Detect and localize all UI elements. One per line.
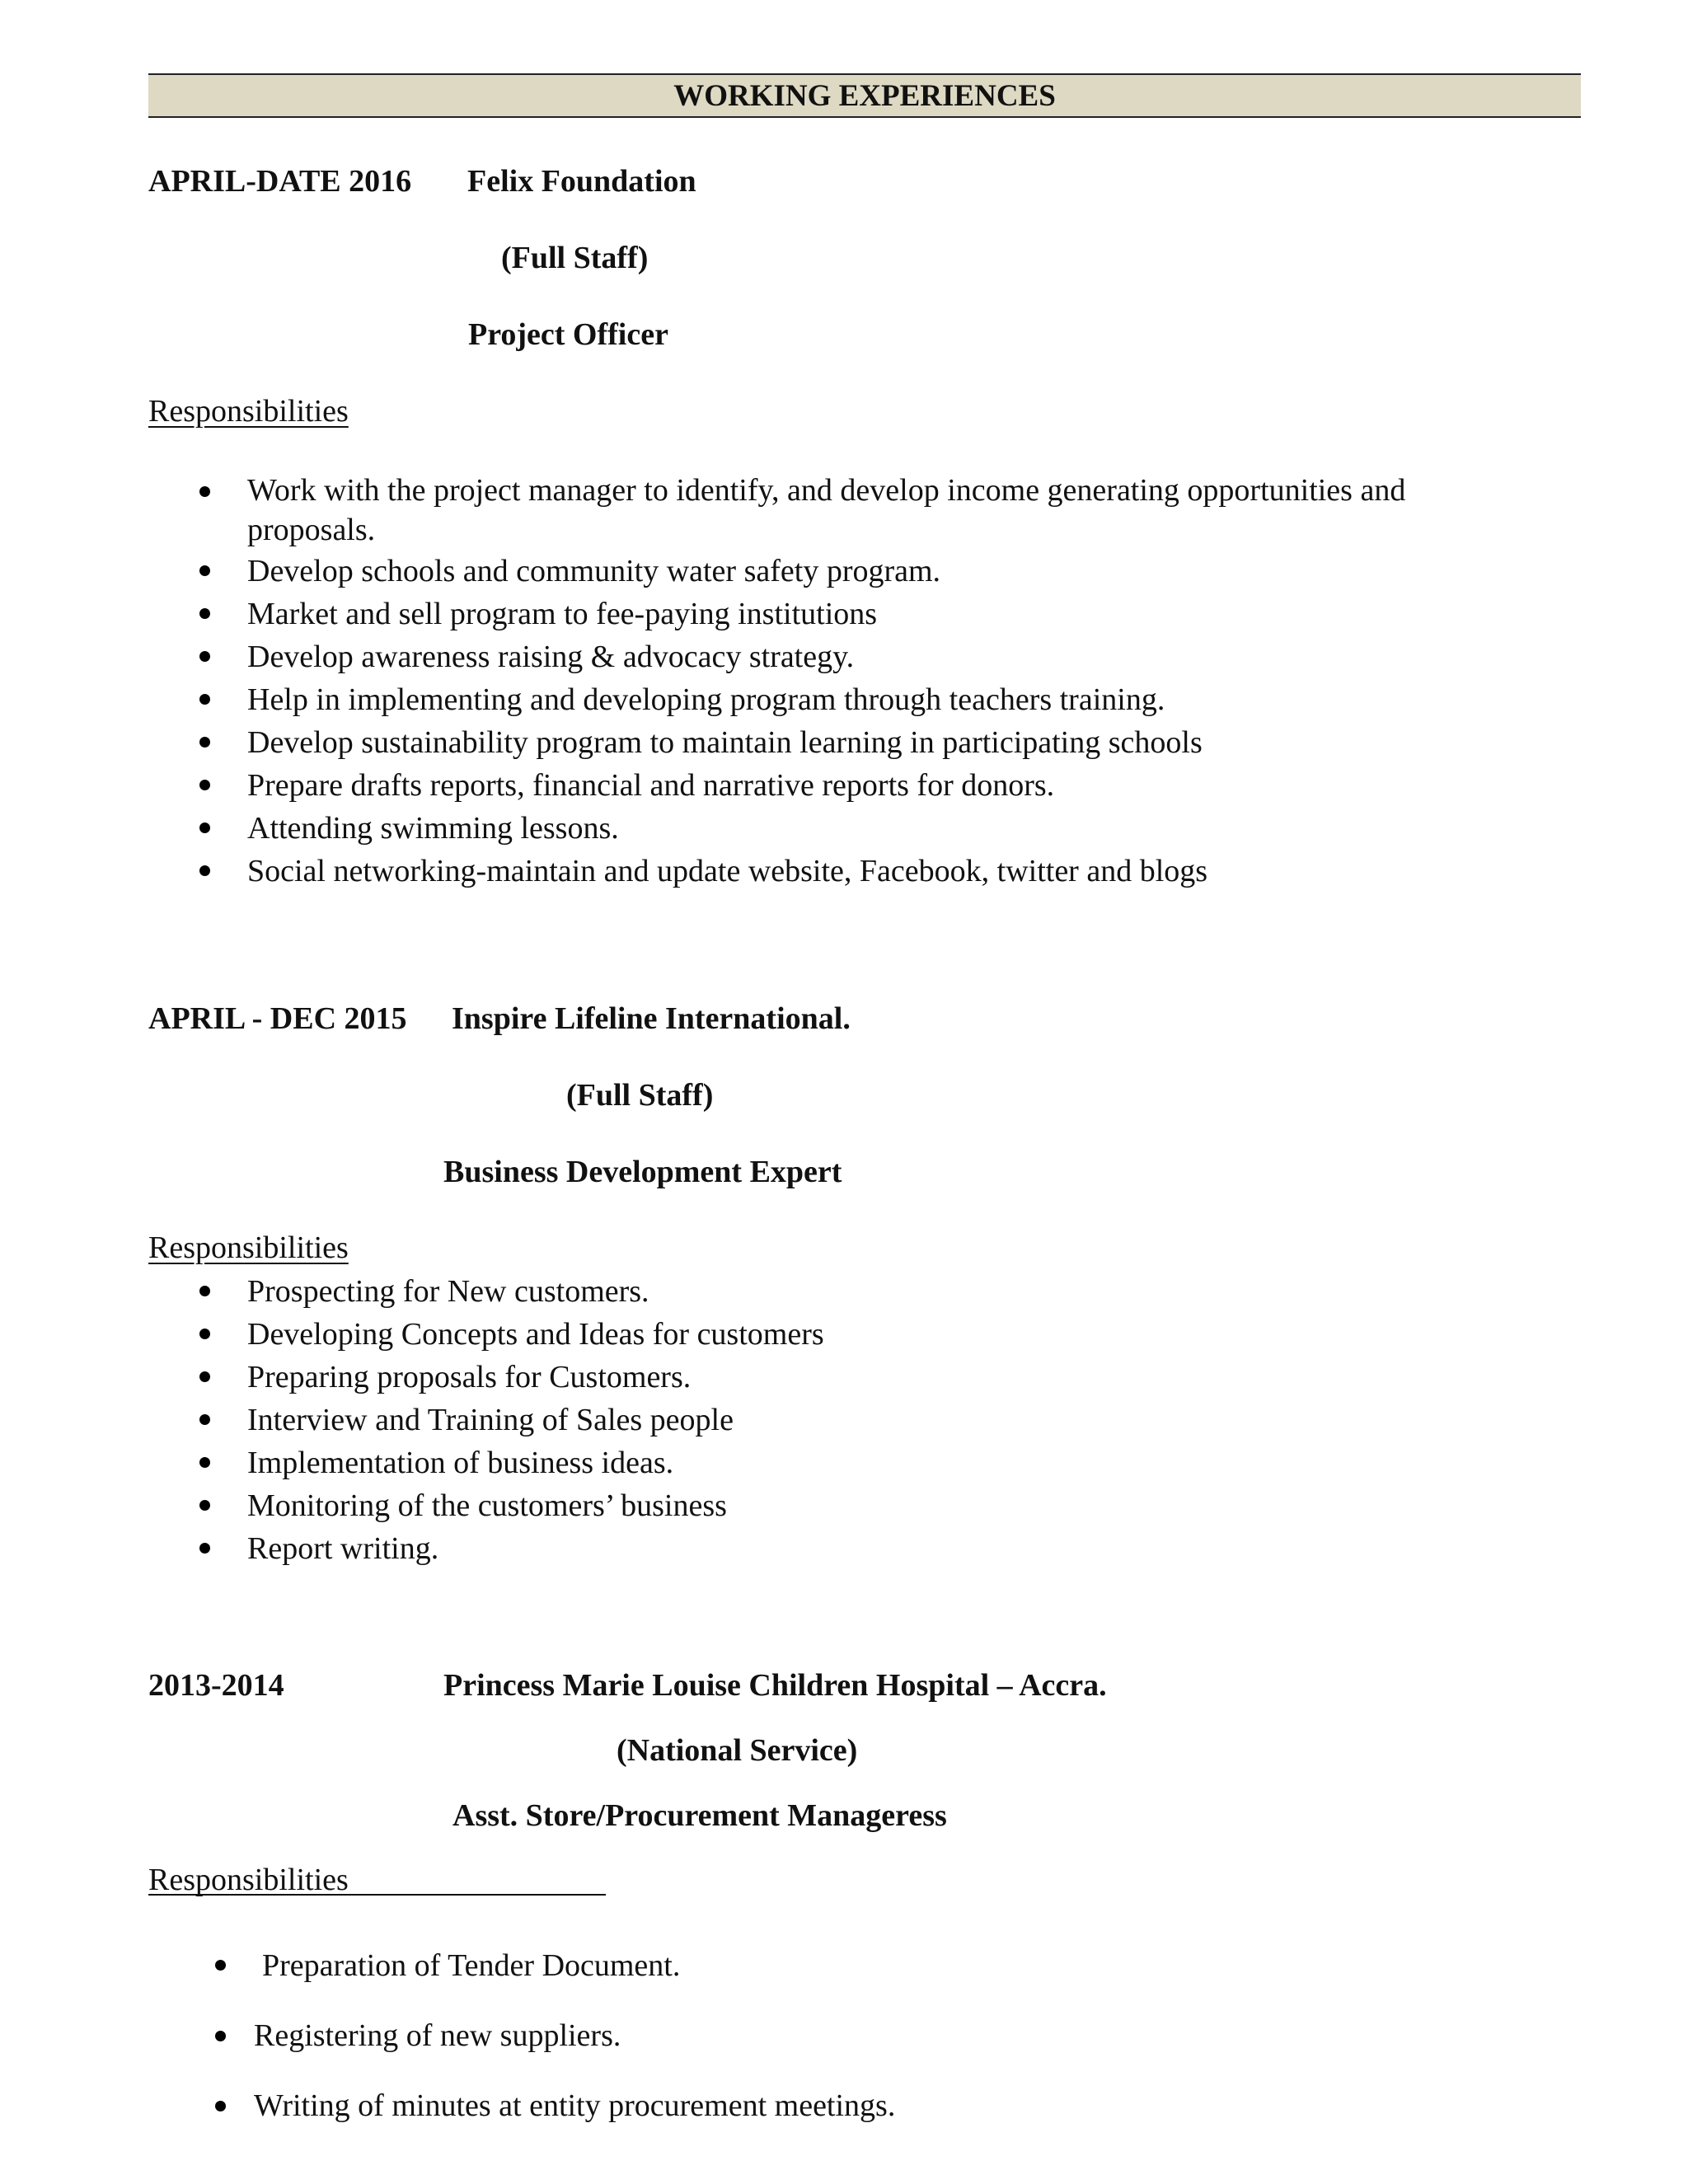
bullet-icon — [199, 780, 210, 790]
bullet-icon — [199, 1543, 210, 1554]
job-2-position: Business Development Expert — [443, 1155, 842, 1189]
list-item: Market and sell program to fee-paying institutions — [247, 593, 1405, 635]
job-1-position: Project Officer — [468, 317, 668, 352]
list-item: Work with the project manager to identify, and develop income generating opportunities and — [247, 471, 1405, 510]
list-item-continuation: proposals. — [247, 513, 376, 547]
job-1-responsibilities-list — [247, 471, 1405, 893]
job-3-period: 2013-2014 — [148, 1668, 284, 1703]
job-2-period: APRIL - DEC 2015 — [148, 1001, 407, 1036]
bullet-icon — [199, 1286, 210, 1296]
section-title: WORKING EXPERIENCES — [673, 79, 1056, 113]
job-1-period: APRIL-DATE 2016 — [148, 164, 412, 199]
bullet-icon — [199, 1329, 210, 1339]
job-2-status: (Full Staff) — [566, 1078, 714, 1113]
list-item: Prospecting for New customers. — [247, 1270, 824, 1313]
list-item: Develop awareness raising & advocacy strategy. — [247, 635, 1405, 678]
list-item: Registering of new suppliers. — [254, 2001, 895, 2071]
job-3-position: Asst. Store/Procurement Manageress — [452, 1798, 947, 1833]
bullet-icon — [199, 608, 210, 619]
bullet-icon — [215, 2031, 226, 2041]
list-item: Writing of minutes at entity procurement meetings. — [254, 2071, 895, 2141]
job-3-employer: Princess Marie Louise Children Hospital – Accra. — [443, 1668, 1107, 1703]
list-item: Develop schools and community water safety program. — [247, 550, 1405, 593]
job-1-status: (Full Staff) — [501, 241, 649, 275]
list-item: Developing Concepts and Ideas for customers — [247, 1313, 824, 1356]
bullet-icon — [199, 737, 210, 748]
bullet-icon — [199, 565, 210, 576]
job-2-responsibilities-label: Responsibilities — [148, 1230, 349, 1265]
bullet-icon — [199, 1457, 210, 1468]
job-2-responsibilities-list — [247, 1270, 824, 1570]
bullet-icon — [199, 865, 210, 876]
job-2-employer: Inspire Lifeline International. — [452, 1001, 851, 1036]
job-3-responsibilities-list — [262, 1930, 680, 2001]
bullet-icon — [199, 823, 210, 833]
bullet-icon — [215, 2101, 226, 2111]
list-item: Report writing. — [247, 1527, 824, 1570]
bullet-icon — [199, 1414, 210, 1425]
job-3-status: (National Service) — [617, 1733, 858, 1768]
bullet-icon — [199, 651, 210, 662]
bullet-icon — [215, 1960, 226, 1971]
bullet-icon — [199, 1500, 210, 1511]
job-1-employer: Felix Foundation — [467, 164, 696, 199]
bullet-icon — [199, 694, 210, 705]
section-header-banner — [148, 73, 1581, 118]
list-item: Implementation of business ideas. — [247, 1441, 824, 1484]
list-item: Preparing proposals for Customers. — [247, 1356, 824, 1399]
job-1-responsibilities-label: Responsibilities — [148, 394, 349, 429]
list-item: Interview and Training of Sales people — [247, 1399, 824, 1441]
list-item: Social networking-maintain and update website, Facebook, twitter and blogs — [247, 850, 1405, 893]
list-item: Help in implementing and developing program through teachers training. — [247, 678, 1405, 721]
job-3-responsibilities-list-cont — [254, 2001, 895, 2141]
bullet-icon — [199, 1371, 210, 1382]
job-3-responsibilities-label: Responsibilities — [148, 1863, 349, 1897]
list-item: Attending swimming lessons. — [247, 807, 1405, 850]
list-item: Preparation of Tender Document. — [262, 1930, 680, 2001]
job-3-responsibilities-heading — [148, 1861, 606, 1896]
bullet-icon — [199, 486, 210, 497]
list-item: Monitoring of the customers’ business — [247, 1484, 824, 1527]
list-item: Prepare drafts reports, financial and narrative reports for donors. — [247, 764, 1405, 807]
list-item: Develop sustainability program to maintain learning in participating schools — [247, 721, 1405, 764]
